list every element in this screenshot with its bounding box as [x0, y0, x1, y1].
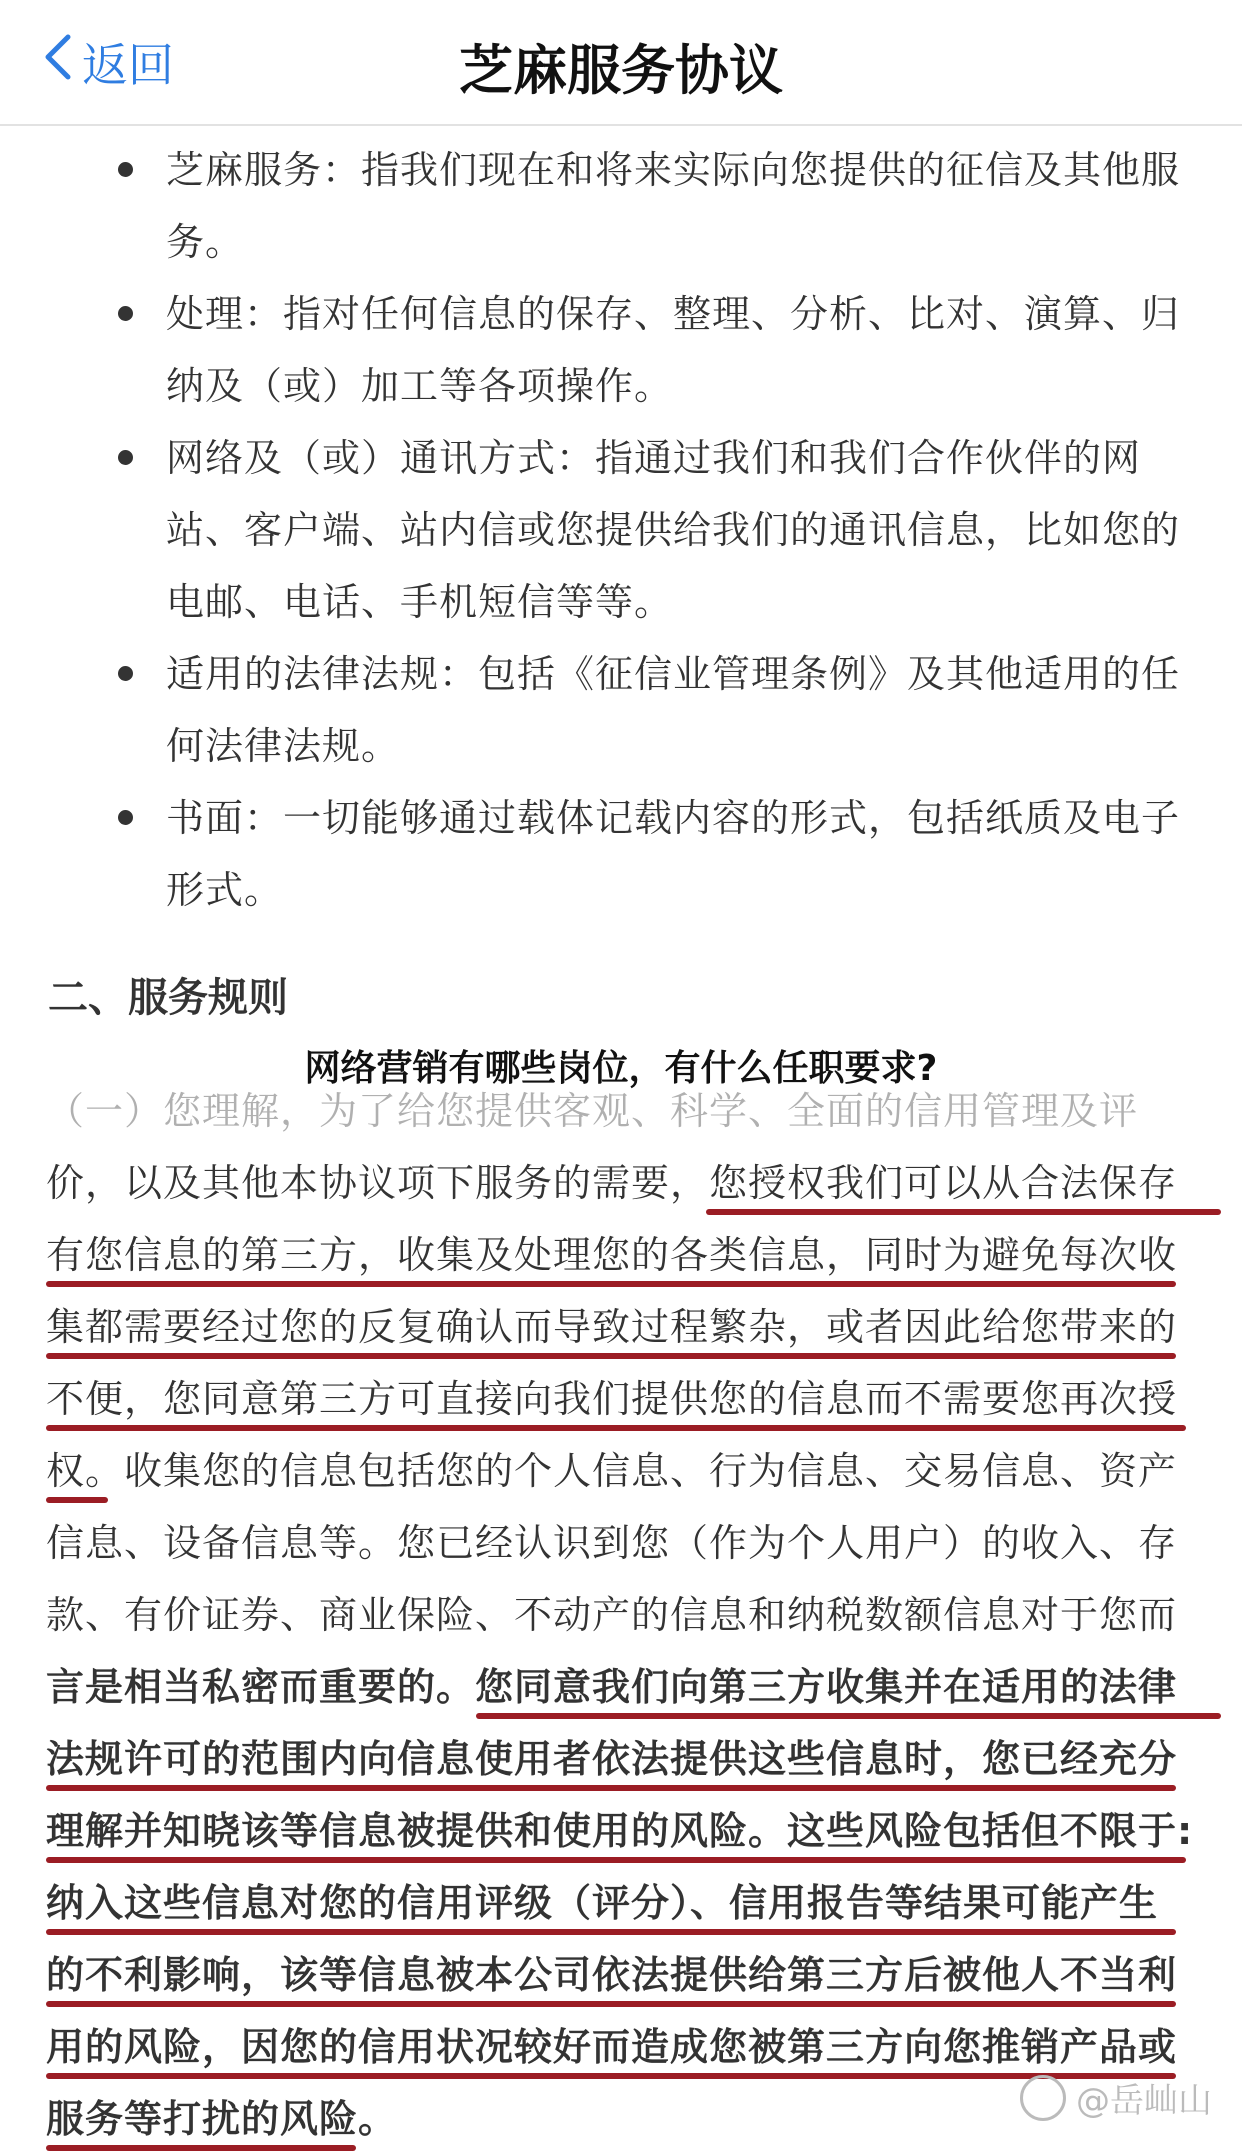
highlight-underline — [706, 1209, 1221, 1215]
paragraph-line: （一）您理解，为了给您提供客观、科学、全面的信用管理及评 — [46, 1089, 1139, 1133]
highlight-underline — [476, 1713, 1221, 1719]
paragraph-line: 款、有价证券、商业保险、不动产的信息和纳税数额信息对于您而 — [46, 1593, 1178, 1637]
highlight-underline — [46, 2073, 1176, 2079]
bullet-icon — [118, 306, 133, 321]
list-item-line: 站、客户端、站内信或您提供给我们的通讯信息，比如您的 — [166, 508, 1181, 552]
list-item — [0, 638, 1242, 782]
list-item — [0, 134, 1242, 278]
list-item-line: 何法律法规。 — [166, 724, 401, 768]
paragraph-line: 理解并知晓该等信息被提供和使用的风险。这些风险包括但不限于: — [46, 1795, 1196, 1867]
paragraph-line: 法规许可的范围内向信息使用者依法提供这些信息时，您已经充分 — [46, 1723, 1196, 1795]
list-item-line: 适用的法律法规：包括《征信业管理条例》及其他适用的任 — [166, 652, 1181, 696]
list-item — [0, 422, 1242, 638]
section-title: 二、服务规则 — [48, 975, 288, 1021]
bullet-icon — [118, 162, 133, 177]
watermark-text: @岳屾山 — [1076, 2081, 1212, 2121]
highlight-underline — [46, 1281, 1176, 1287]
list-item-line: 纳及（或）加工等各项操作。 — [166, 364, 674, 408]
paragraph-line: 纳入这些信息对您的信用评级（评分）、信用报告等结果可能产生 — [46, 1867, 1196, 1939]
definition-list — [0, 134, 1242, 926]
list-item — [0, 278, 1242, 422]
paragraph-line: 权。收集您的信息包括您的个人信息、行为信息、交易信息、资产 — [46, 1435, 1196, 1507]
list-item-line: 务。 — [166, 220, 245, 264]
paragraph-line: 不便，您同意第三方可直接向我们提供您的信息而不需要您再次授 — [46, 1363, 1196, 1435]
page-title: 芝麻服务协议 — [459, 39, 783, 102]
watermark — [1020, 2073, 1212, 2122]
bullet-icon — [118, 450, 133, 465]
highlight-underline — [46, 1857, 1186, 1863]
highlight-underline — [46, 1353, 1176, 1359]
back-label: 返回 — [82, 38, 174, 92]
list-item-line: 网络及（或）通讯方式：指通过我们和我们合作伙伴的网 — [166, 436, 1142, 480]
nav-bar — [0, 0, 1242, 126]
overlay-question: 网络营销有哪些岗位，有什么任职要求? — [304, 1048, 938, 1089]
list-item-line: 电邮、电话、手机短信等等。 — [166, 580, 674, 624]
paragraph-line: 价，以及其他本协议项下服务的需要，您授权我们可以从合法保存 — [46, 1147, 1196, 1219]
list-item — [0, 782, 1242, 926]
highlight-underline — [46, 1497, 108, 1503]
rules-paragraph — [46, 1075, 1196, 2155]
highlight-underline — [46, 1929, 1176, 1935]
weibo-icon — [1020, 2075, 1066, 2121]
list-item-line: 芝麻服务：指我们现在和将来实际向您提供的征信及其他服 — [166, 148, 1181, 192]
paragraph-line: 的不利影响，该等信息被本公司依法提供给第三方后被他人不当利 — [46, 1939, 1196, 2011]
paragraph-line: 有您信息的第三方，收集及处理您的各类信息，同时为避免每次收 — [46, 1219, 1196, 1291]
list-item-line: 形式。 — [166, 868, 284, 912]
bullet-icon — [118, 810, 133, 825]
highlight-underline — [46, 2001, 1176, 2007]
paragraph-line: 信息、设备信息等。您已经认识到您（作为个人用户）的收入、存 — [46, 1521, 1178, 1565]
bullet-icon — [118, 666, 133, 681]
paragraph-line: 用的风险，因您的信用状况较好而造成您被第三方向您推销产品或 — [46, 2011, 1196, 2083]
list-item-line: 处理：指对任何信息的保存、整理、分析、比对、演算、归 — [166, 292, 1181, 336]
paragraph-line: 集都需要经过您的反复确认而导致过程繁杂，或者因此给您带来的 — [46, 1291, 1196, 1363]
highlight-underline — [46, 2145, 356, 2151]
list-item-line: 书面：一切能够通过载体记载内容的形式，包括纸质及电子 — [166, 796, 1181, 840]
highlight-underline — [46, 1785, 1176, 1791]
paragraph-line: 服务等打扰的风险。 — [46, 2083, 1196, 2155]
paragraph-line: 言是相当私密而重要的。您同意我们向第三方收集并在适用的法律 — [46, 1651, 1196, 1723]
highlight-underline — [46, 1425, 1186, 1431]
